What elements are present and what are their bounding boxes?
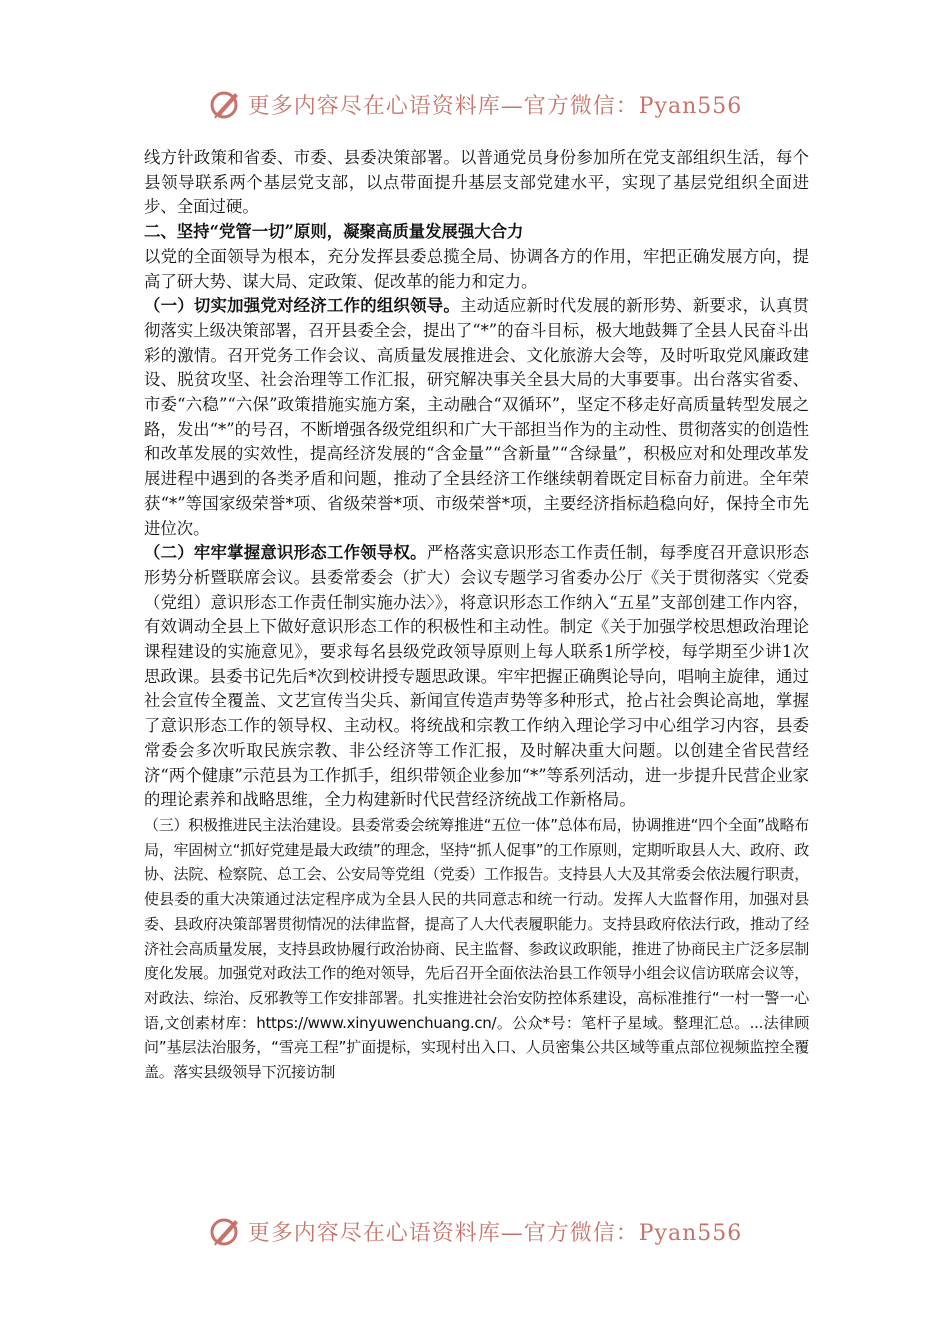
section-heading: 二、坚持“党管一切”原则，凝聚高质量发展强大合力: [144, 222, 524, 242]
paragraph-continuation: 线方针政策和省委、市委、县委决策部署。以普通党员身份参加所在党支部组织生活，每个县领导联系两个基层党支部，以点带面提升基层支部党建水平，实现了基层党组织全面进步、全面过硬。: [144, 148, 809, 217]
paragraph-body: 严格落实意识形态工作责任制，每季度召开意识形态形势分析暨联席会议。县委常委会（扩大）会议专题学习省委办公厅《关于贯彻落实〈党委（党组）意识形态工作责任制实施办法〉》，将意识形态工作纳入“五星”支部创建工作内容，有效调动全县上下做好意识形态工作的积极性和主动性。制定《关于加强学校思想政治理论课程建设的实施意见》，要求每名县级党政领导原则上每人联系1所学校，每学期至少讲1次思政课。县委书记先后*次到校讲授专题思政课。牢牢把握正确舆论导向，唱响主旋律，通过社会宣传全覆盖、文艺宣传当尖兵、新闻宣传造声势等多种形式，抢占社会舆论高地，掌握了意识形态工作的领导权、主动权。将统战和宗教工作纳入理论学习中心组学习内容，县委常委会多次听取民族宗教、非公经济等工作汇报，及时解决重大问题。以创建全省民营经济“两个健康”示范县为工作抓手，组织带领企业参加“*”等系列活动，进一步提升民营企业家的理论素养和战略思维，全力构建新时代民营经济统战工作新格局。: [144, 543, 810, 810]
pen-circle-logo-icon: [208, 87, 242, 121]
document-body: [144, 146, 809, 1085]
watermark-banner-bottom: [0, 1211, 950, 1251]
pen-circle-logo-icon: [208, 1214, 242, 1248]
paragraph-body: 主动适应新时代发展的新形势、新要求，认真贯彻落实上级决策部署，召开县委全会，提出了“*”的奋斗目标，极大地鼓舞了全县人民奋斗出彩的激情。召开党务工作会议、高质量发展推进会、文化旅游大会等，及时听取党风廉政建设、脱贫攻坚、社会治理等工作汇报，研究解决事关全县大局的大事要事。出台落实省委、市委“六稳”“六保”政策措施实施方案，主动融合“双循环”，坚定不移走好高质量转型发展之路，发出“*”的号召，不断增强各级党组织和广大干部担当作为的主动性、贯彻落实的创造性和改革发展的实效性，提高经济发展的“含金量”“含新量”“含绿量”，积极应对和处理改革发展进程中遇到的各类矛盾和问题，推动了全县经济工作继续朝着既定目标奋力前进。全年荣获“*”等国家级荣誉*项、省级荣誉*项、市级荣誉*项，主要经济指标趋稳向好，保持全市先进位次。: [144, 296, 810, 538]
watermark-text-top: 更多内容尽在心语资料库—官方微信：Pyan556: [247, 93, 743, 119]
section-intro: 以党的全面领导为根本，充分发挥县委总揽全局、协调各方的作用，牢把正确发展方向，提高了研大势、谋大局、定政策、促改革的能力和定力。: [144, 246, 809, 291]
paragraph-title: （一）切实加强党对经济工作的组织领导。: [144, 296, 460, 316]
watermark-banner-top: [0, 84, 950, 124]
paragraph-ideology-leadership: [144, 541, 809, 813]
paragraph-economic-leadership: [144, 294, 809, 541]
paragraph-title: （二）牢牢掌握意识形态工作领导权。: [144, 543, 427, 563]
paragraph-rule-of-law: （三）积极推进民主法治建设。县委常委会统筹推进“五位一体”总体布局，协调推进“四个全面”战略布局，牢固树立“抓好党建是最大政绩”的理念，坚持“抓人促事”的工作原则，定期听取县人大、政府、政协、法院、检察院、总工会、公安局等党组（党委）工作报告。支持县人大及其常委会依法履行职责，使县委的重大决策通过法定程序成为全县人民的共同意志和统一行动。发挥人大监督作用，加强对县委、县政府决策部署贯彻情况的法律监督，提高了人大代表履职能力。支持县政府依法行政，推动了经济社会高质量发展，支持县政协履行政治协商、民主监督、参政议政职能，推进了协商民主广泛多层制度化发展。加强党对政法工作的绝对领导，先后召开全面依法治县工作领导小组会议信访联席会议等，对政法、综治、反邪教等工作安排部署。扎实推进社会治安防控体系建设，高标准推行“一村一警一心语,文创素材库：https://www.xinyuwenchuang.cn/。公众*号：笔杆子星域。整理汇总。...法律顾问”基层法治服务，“雪亮工程”扩面提标，实现村出入口、人员密集公共区域等重点部位视频监控全覆盖。落实县级领导下沉接访制: [144, 815, 809, 1082]
watermark-text-bottom: 更多内容尽在心语资料库—官方微信：Pyan556: [247, 1220, 743, 1246]
